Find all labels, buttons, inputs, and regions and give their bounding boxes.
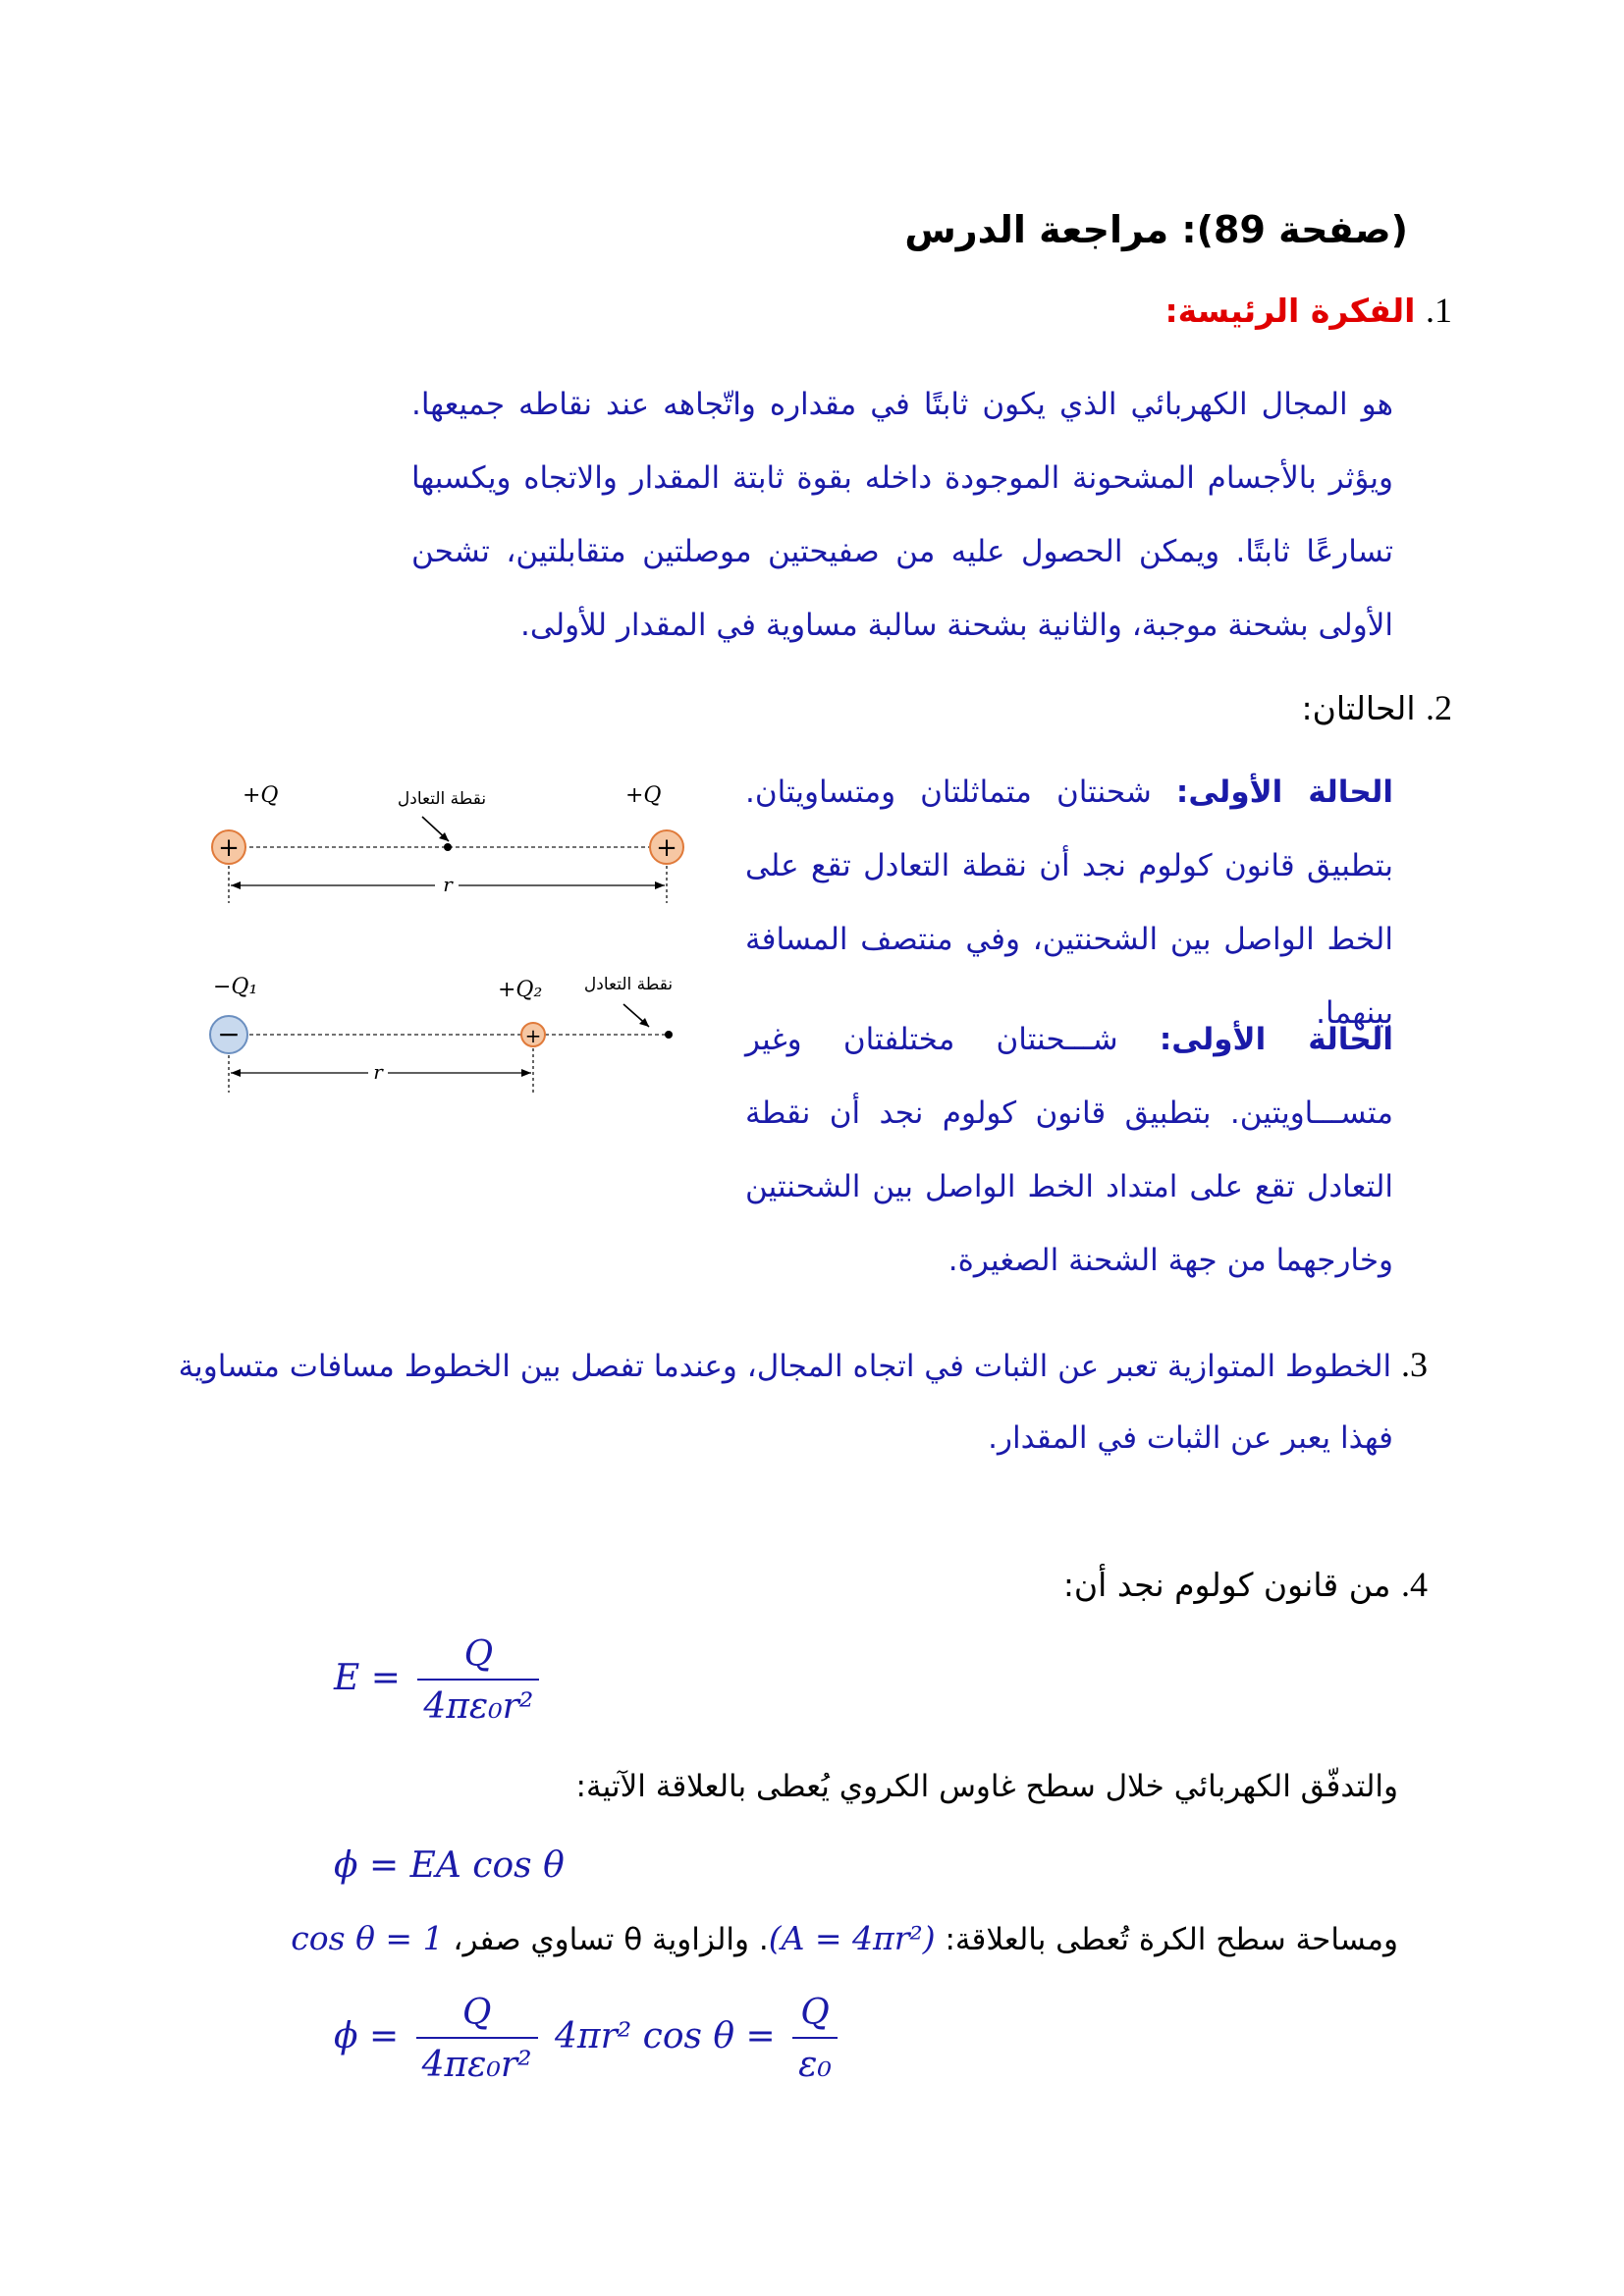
item-3-line-1 (179, 1345, 1428, 1386)
area-formula: (A = 4πr²) (768, 1919, 936, 1957)
numerator: Q (463, 1634, 494, 1675)
section-heading: الحالتان: (1301, 689, 1416, 727)
case-text: شحنتان متماثلتان ومتساويتان. بتطبيق قانون كولوم نجد أن نقطة التعادل تقع على الخط الواصل بين الشحنتين، وفي منتصف المسافة بينهما. (745, 774, 1393, 1031)
plus-sign: + (524, 1024, 542, 1047)
equation-result (334, 1993, 843, 2085)
minus-sign: − (217, 1018, 241, 1050)
denominator: 4πε₀r² (417, 1679, 539, 1727)
item-number: 4. (1401, 1565, 1428, 1604)
right-charge-label: +Q (625, 783, 662, 808)
cos-value: cos θ = 1 (291, 1919, 444, 1957)
arrow-head (231, 881, 241, 889)
diagram-equal-charges (191, 775, 702, 913)
denominator: 4πε₀r² (416, 2037, 538, 2085)
left-charge-label: −Q₁ (213, 975, 258, 999)
case-2-paragraph (745, 1003, 1393, 1298)
item-3-text: الخطوط المتوازية تعبر عن الثبات في اتجاه المجال، وعندما تفصل بين الخطوط مسافات متساوية (178, 1349, 1392, 1384)
neutral-point-label: نقطة التعادل (397, 789, 487, 809)
item-4-heading (1063, 1564, 1428, 1605)
case-text: شـــحنتان مختلفتان وغير متســـاويتين. بتطبيق قانون كولوم نجد أن نقطة التعادل تقع على امتداد الخط الواصل بين الشحنتين وخارجهما من جهة الشحنة الصغيرة. (745, 1022, 1393, 1278)
item-2-heading (1302, 687, 1453, 728)
area-text (291, 1919, 1398, 1959)
flux-text: والتدفّق الكهربائي خلال سطح غاوس الكروي يُعطى بالعلاقة الآتية: (575, 1769, 1398, 1804)
diagram-unequal-charges (191, 967, 702, 1104)
equation-middle: 4πr² cos θ = (555, 2016, 776, 2056)
equation-field (334, 1634, 545, 1727)
case-label: الحالة الأولى: (1159, 1022, 1393, 1057)
right-charge-label: +Q₂ (498, 978, 543, 1002)
item-number: 1. (1426, 291, 1452, 330)
item-number: 2. (1426, 688, 1452, 727)
item-3-line-2: فهذا يعبر عن الثبات في المقدار. (988, 1420, 1393, 1456)
neutral-point (444, 843, 452, 851)
plus-sign: + (656, 833, 677, 863)
area-text-a: ومساحة سطح الكرة تُعطى بالعلاقة: (935, 1922, 1398, 1957)
section-heading: الفكرة الرئيسة: (1164, 292, 1416, 330)
arrow-head (655, 881, 665, 889)
section-heading: من قانون كولوم نجد أن: (1062, 1566, 1391, 1604)
plus-sign: + (218, 833, 240, 863)
fraction (417, 1634, 539, 1727)
case-label: الحالة الأولى: (1175, 774, 1393, 810)
fraction (416, 1993, 538, 2085)
item-1-paragraph: هو المجال الكهربائي الذي يكون ثابتًا في مقداره واتّجاهه عند نقاطه جميعها. ويؤثر بالأجسام المشحونة الموجودة داخله بقوة ثابتة المقدار والاتجاه ويكسبها تسارعًا ثابتًا. ويمكن الحصول عليه من صفيحتين موصلتين متقابلتين، تشحن الأولى بشحنة موجبة، والثانية بشحنة سالبة مساوية في المقدار للأولى. (411, 387, 1393, 643)
fraction (792, 1993, 838, 2085)
distance-label: r (443, 873, 453, 896)
distance-label: r (373, 1060, 383, 1084)
equation-lhs: E = (334, 1658, 401, 1698)
numerator: Q (800, 1993, 830, 2033)
item-1-heading (1164, 290, 1452, 331)
page-title: (صفحة 89): مراجعة الدرس (904, 208, 1408, 251)
denominator: ε₀ (792, 2037, 838, 2085)
numerator: Q (461, 1993, 492, 2033)
arrow-head (521, 1069, 531, 1077)
left-charge-label: +Q (243, 783, 279, 808)
area-text-b: . والزاوية θ تساوي صفر، (443, 1922, 769, 1957)
neutral-point-label: نقطة التعادل (583, 975, 674, 994)
equation-lhs: ϕ = (334, 2016, 400, 2056)
arrow-head (231, 1069, 241, 1077)
item-number: 3. (1401, 1345, 1428, 1384)
neutral-point (665, 1031, 673, 1039)
equation-flux: ϕ = EA cos θ (334, 1845, 565, 1886)
